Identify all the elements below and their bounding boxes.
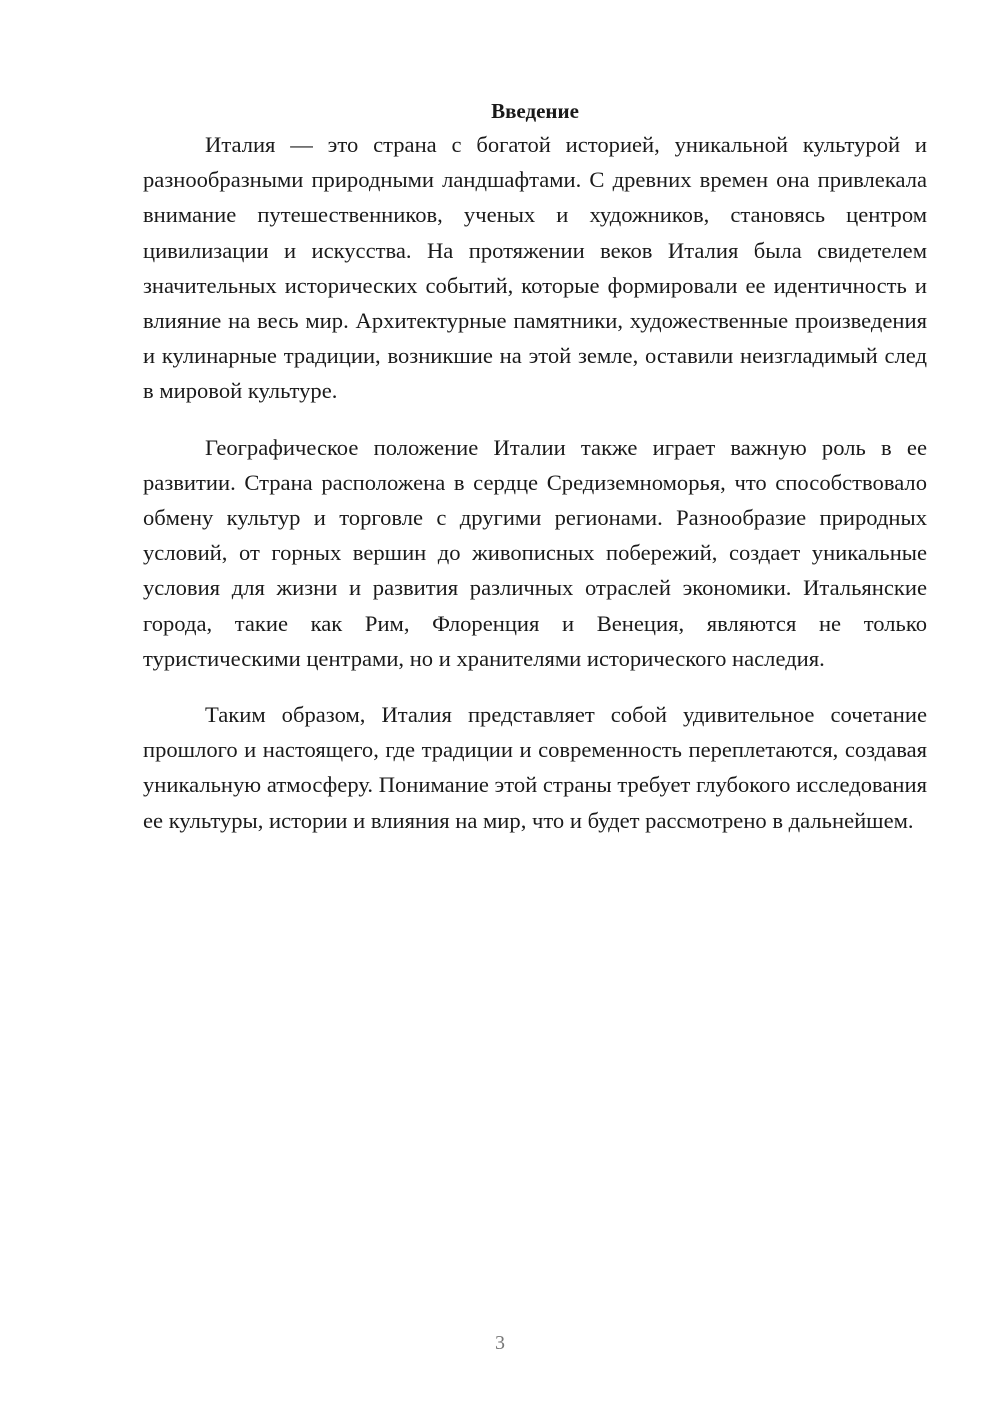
page-number: 3: [495, 1332, 505, 1354]
paragraph-3: Таким образом, Италия представляет собой удивительное сочетание прошлого и настоящего, где традиции и современность переплетаются, создавая уникальную атмосферу. Понимание этой страны требует глубокого исследования ее культуры, истории и влияния на мир, что и будет рассмотрено в дальнейшем.: [143, 702, 927, 833]
page-content: [143, 95, 927, 838]
paragraph-2: Географическое положение Италии также играет важную роль в ее развитии. Страна расположена в сердце Средиземноморья, что способствовало обмену культур и торговле с другими регионами. Разнообразие природных условий, от горных вершин до живописных побережий, создает уникальные условия для жизни и развития различных отраслей экономики. Итальянские города, такие как Рим, Флоренция и Венеция, являются не только туристическими центрами, но и хранителями исторического наследия.: [143, 434, 927, 671]
section-heading: Введение: [491, 99, 579, 123]
paragraph-1: Италия — это страна с богатой историей, уникальной культурой и разнообразными природными ландшафтами. С древних времен она привлекала внимание путешественников, ученых и художников, становясь центром цивилизации и искусства. На протяжении веков Италия была свидетелем значительных исторических событий, которые формировали ее идентичность и влияние на весь мир. Архитектурные памятники, художественные произведения и кулинарные традиции, возникшие на этой земле, оставили неизгладимый след в мировой культуре.: [143, 132, 927, 404]
